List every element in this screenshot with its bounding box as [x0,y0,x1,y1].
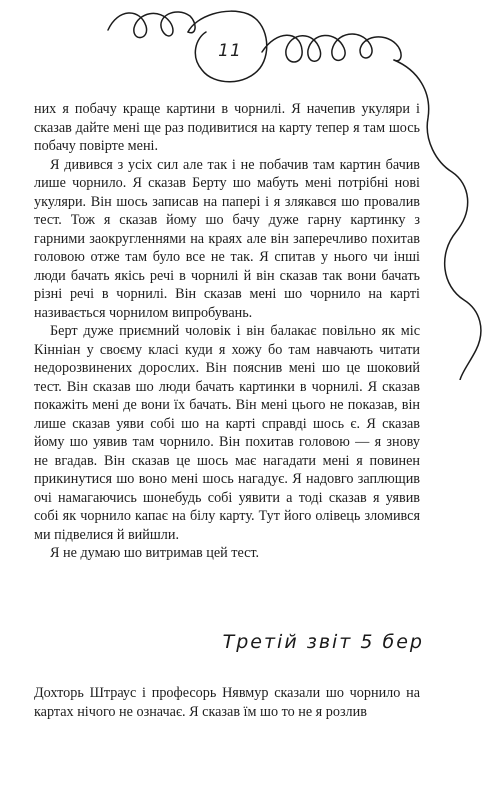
doodle-right-loops [262,34,401,62]
page-number: 11 [218,41,242,61]
body-text-continued [34,684,420,721]
doodle-left-curl [108,12,195,38]
paragraph: Дохторь Штраус і професорь Нявмур сказали шо чорнило на картах нічого не означає. Я сказав їм шо то не я розлив [34,685,420,720]
paragraph: Берт дуже приємний чоловік і він балакає повільно як міс Кінніан у своєму класі куди я хожу бо там навчають читати недорозвинених дорослих. Він пояснив мені шо це шоковий тест. Він сказав шо люди бачать картинки в чорнилі. Я сказав покажіть мені де вони їх бачать. Він мені цього не показав, він лише сказав уяви собі шо на карті справді шось є. Я сказав йому шо уявив там чорнило. Він похитав головою — я знову не вгадав. Він сказав це шось має нагадати мені я повинен прикинутися шо воно мені шось нагадує. Я надовго заплющив очі намагаючись шонебудь собі уявити а тоді сказав я уявив собі як чорнило капає на білу карту. Тут його олівець зломився ми підвелися й вийшли. [34,323,420,543]
paragraph: Я не думаю шо витримав цей тест. [50,545,260,561]
paragraph: них я побачу краще картини в чорнилі. Я начепив укуляри і сказав дайте мені ще раз подивитися на карту тепер я там шось побачу повірте мені. [34,101,420,154]
section-heading: Третій звіт 5 бер [222,631,424,653]
paragraph: Я дивився з усіх сил але так і не побачив там картин бачив лише чорнило. Я сказав Берту шо мабуть мені потрібні нові укуляри. Він шось записав на папері і я злякався шо провалив тест. Тож я сказав йому шо бачу дуже гарну картинку з гарними заокругленнями на краях але він заперечливо похитав головою отже там було все не так. Я спитав у нього чи інші люди бачать якісь речі в чорнилі й він сказав так вони бачать різні речі в чорнилі. Він сказав мені шо чорнило на карті називається чорнилом випробувань. [34,156,420,321]
body-text [34,100,420,563]
